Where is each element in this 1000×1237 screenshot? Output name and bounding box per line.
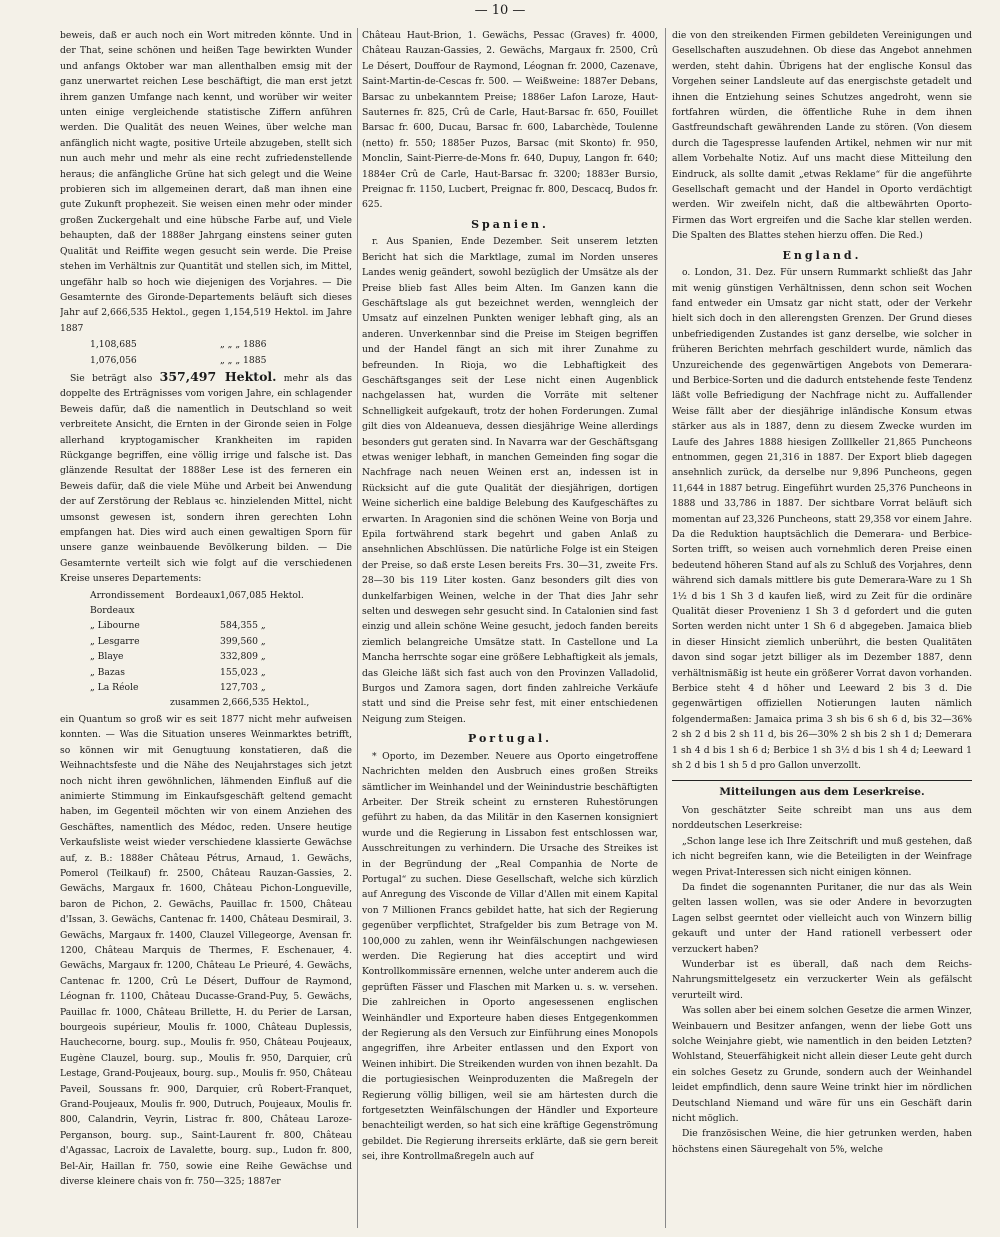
paragraph: „Schon lange lese ich Ihre Zeitschrift und muß gestehen, daß ich nicht begreifen kann, wie die Beteiligten in der Weinfrage wegen Privat-Interessen sich nicht einigen können. [672, 835, 972, 878]
table-row [90, 634, 352, 649]
harvest-value: 1,076,056 [90, 354, 137, 366]
table-row [90, 618, 352, 633]
table-row [90, 337, 352, 352]
paragraph: beweis, daß er auch noch ein Wort mitreden könnte. Und in der That, seine schönen und heißen Tage bewirkten Wunder und anfangs Oktober war man allenthalben emsig mit der ganz unerwartet reichen Lese beschäftigt, die man erst jetzt ihrem ganzen Umfange nach kennt, und worüber wir weiter unten einige vergleichende statistische Ziffern anführen werden. Die Qualität des neuen Weines, über welche man anfänglich nicht wagte, positive Urteile abzugeben, stellt sich nun auch mehr und mehr als eine recht zufriedenstellende heraus; die anfängliche Grüne hat sich gelegt und die Weine probieren sich im allgemeinen derart, daß man ihnen eine gute Zukunft prophezeit. Sie weisen einen mehr oder minder großen Zuckergehalt und eine hübsche Farbe auf, und Viele behaupten, daß der 1888er Jahrgang einstens seiner guten Qualität und Reiffite wegen gesucht sein werde. Die Preise stehen im Verhältnis zur Quantität und stellen sich, im Mittel, ungefähr halb so hoch wie diejenigen des Vorjahres. — Die Gesamternte des Gironde-Departements beläuft sich dieses Jahr auf 2,666,535 Hektol., gegen 1,154,519 Hektol. im Jahre 1887 [60, 30, 352, 334]
highlight-amount: 357,497 Hektol. [159, 368, 277, 384]
section-heading-letters: Mitteilungen aus dem Leserkreise. [719, 785, 925, 798]
arrondissement-name: „ La Réole [90, 682, 139, 694]
arrondissement-name: „ Bazas [90, 666, 125, 678]
ditto-mark: „ „ „ [220, 354, 241, 366]
paragraph: o. London, 31. Dez. Für unsern Rummarkt schließt das Jahr mit wenig günstigen Verhältnissen, denn schon seit Wochen fand entweder ein Umsatz gar nicht statt, oder der Verkehr hielt sich doch in den allerengsten Grenzen. Der Grund dieses unbefriedigenden Zustandes ist ganz derselbe, wie solcher in früheren Berichten mehrfach geschildert wurde, nämlich das Unzureichende des gegenwärtigen Angebots von Demerara- und Berbice-Sorten und die dadurch entstehende feste Tendenz läßt volle Befriedigung der Nachfrage nicht zu. Auffallender Weise fällt aber der diesjährige inländische Konsum etwas stärker aus als in 1887, denn zu diesem Zwecke wurden im Laufe des Jahres 1888 hiesigen Zolllkeller 21,865 Puncheons entnommen, gegen 21,316 in 1887. Der Export blieb dagegen ansehnlich zurück, da derselbe nur 9,896 Puncheons, gegen 11,644 in 1887 betrug. Eingeführt wurden 25,376 Puncheons in 1888 und 33,786 in 1887. Der sichtbare Vorrat beläuft sich momentan auf 23,326 Puncheons, statt 29,358 vor einem Jahre. Da die Reduktion hauptsächlich die Demerara- und Berbice-Sorten trifft, so weisen auch vornehmlich deren Preise einen bedeutend höheren Stand auf als zu Schluß des Vorjahres, denn während sich damals mittlere bis gute Demerara-Ware zu 1 Sh 1½ d bis 1 Sh 3 d kaufen ließ, wird zu Zeit für die ordinäre Qualität dieser Provenienz 1 Sh 3 d gefordert und die guten Sorten werden nicht unter 1 Sh 6 d abgegeben. Jamaica blieb in dieser Hinsicht ziemlich unberührt, die besten Qualitäten davon sind sogar jetzt billiger als im Dezember 1887, denn verhältnismäßig ist heute ein größerer Vorrat davon vorhanden. Berbice steht 4 d höher und Leeward 2 bis 3 d. Die gegenwärtigen offiziellen Notierungen lauten nämlich folgendermaßen: Jamaica prima 3 sh bis 6 sh 6 d, bis 32—36% 2 sh 2 d bis 2 sh 11 d, bis 26—30% 2 sh bis 2 sh 1 d; Demerara 1 sh 4 d bis 1 sh 6 d; Berbice 1 sh 3½ d bis 1 sh 4 d; Leeward 1 sh 2 d bis 1 sh 5 d pro Gallon unverzollt. [672, 267, 972, 772]
paragraph: Château Haut-Brion, 1. Gewächs, Pessac (Graves) fr. 4000, Château Rauzan-Gassies, 2. Gewächs, Margaux fr. 2500, Crû Le Désert, Douffour de Raymond, Léognan fr. 2000, Cazenave, Saint-Martin-de-Cescas fr. 500. — Weißweine: 1887er Debans, Barsac zu unbekanntem Preise; 1886er Lafon Laroze, Haut-Sauternes fr. 825, Crû de Carle, Haut-Barsac fr. 650, Fouillet Barsac fr. 600, Ducau, Barsac fr. 600, Labarchède, Toulenne (netto) fr. 550; 1885er Puzos, Barsac (mit Skonto) fr. 950, Monclin, Saint-Pierre-de-Mons fr. 640, Dupuy, Langon fr. 640; 1884er Crû de Carle, Haut-Barsac fr. 3200; 1883er Bursio, Preignac fr. 1150, Lucbert, Preignac fr. 800, Descacq, Budos fr. 625. [362, 30, 658, 211]
section-heading-england: England. [782, 248, 862, 262]
paragraph: ein Quantum so groß wir es seit 1877 nicht mehr aufweisen konnten. — Was die Situation unseres Weinmarktes betrifft, so können wir mit Genugtuung konstatieren, daß die Weihnachtsfeste und die Nähe des Neujahrstages sich jetzt noch nicht ihren gewöhnlichen, lähmenden Einfluß auf die animierte Stimmung im Einkaufsgeschäft geltend gemacht haben, im Gegenteil möchten wir von einem Anziehen des Geschäftes, namentlich des Médoc, reden. Unsere heutige Verkaufsliste weist wieder verschiedene klassierte Gewächse auf, z. B.: 1888er Château Pétrus, Arnaud, 1. Gewächs, Pomerol (Teilkauf) fr. 2500, Château Rauzan-Gassies, 2. Gewächs, Margaux fr. 1600, Château Pichon-Longueville, baron de Pichon, 2. Gewächs, Pauillac fr. 1500, Château d'Issan, 3. Gewächs, Cantenac fr. 1400, Château Desmirail, 3. Gewächs, Margaux fr. 1400, Clauzel Villegeorge, Avensan fr. 1200, Château Marquis de Thermes, F. Eschenauer, 4. Gewächs, Margaux fr. 1200, Château Le Prieuré, 4. Gewächs, Cantenac fr. 1200, Crû Le Désert, Duffour de Raymond, Léognan fr. 1100, Château Ducasse-Grand-Puy, 5. Gewächs, Pauillac fr. 1000, Château Brillette, H. du Perier de Larsan, bourgeois supérieur, Moulis fr. 1000, Château Duplessis, Hauchecorne, bourg. sup., Moulis fr. 950, Château Poujeaux, Eugène Clauzel, bourg. sup., Moulis fr. 950, Darquier, crû Lestage, Grand-Poujeaux, bourg. sup., Moulis fr. 950, Château Paveil, Soussans fr. 900, Darquier, crû Robert-Franquet, Grand-Poujeaux, Moulis fr. 900, Dutruch, Poujeaux, Moulis fr. 800, Calandrin, Veyrin, Listrac fr. 800, Château Laroze-Perganson, bourg. sup., Saint-Laurent fr. 800, Château d'Agassac, Lacroix de Lavalette, bourg. sup., Ludon fr. 800, Bel-Air, Haillan fr. 750, sowie eine Reihe Gewächse und diverse kleinere chais von fr. 750—325; 1887er [60, 713, 352, 1188]
arrondissement-value: 127,703 „ [220, 682, 266, 694]
arrondissement-table [90, 588, 352, 711]
table-row [90, 649, 352, 664]
section-heading-portugal: Portugal. [467, 732, 552, 746]
ditto-mark: „ „ „ [220, 339, 241, 351]
column-divider [665, 28, 666, 1228]
text: mehr als das doppelte des Erträgnisses vom vorigen Jahre, ein schlagender Beweis dafür, daß die namentlich in Deutschland so weit verbreitete Ansicht, die Ernten in der Gironde seien in Folge allerhand kryptogamischer Krankheiten im rapiden Rückgange begriffen, eine völlig irrige und falsche ist. Das glänzende Resultat der 1888er Lese ist des ferneren ein Beweis dafür, daß die viele Mühe und Arbeit bei Anwendung der auf Zerstörung der Reblaus ꝛc. hinzielenden Mittel, nicht umsonst gewesen ist, sondern ihren gerechten Lohn empfangen hat. Dies wird auch einen gewaltigen Sporn für unsere ganze weinbauende Bevölkerung bilden. — Die Gesamternte verteilt sich wie folgt auf die verschiedenen Kreise unseres Departements: [60, 372, 352, 585]
column-2 [362, 28, 658, 1228]
arrondissement-name: „ Blaye [90, 651, 124, 663]
table-row [90, 353, 352, 368]
harvest-year: 1885 [243, 354, 267, 366]
arrondissement-name: Arrondissement Bordeaux Bordeaux [90, 589, 220, 617]
arrondissement-name: „ Lesgarre [90, 635, 140, 647]
paragraph: r. Aus Spanien, Ende Dezember. Seit unserem letzten Bericht hat sich die Marktlage, zumal im Norden unseres Landes wenig geändert, sowohl bezüglich der Umsätze als der Preise blieb fast Alles beim Alten. Im Ganzen kann die Geschäftslage als gut bezeichnet werden, wenngleich der Umsatz auf einzelnen Punkten weniger lebhaft ging, als an anderen. Unverkennbar sind die Preise im Steigen begriffen und der Handel fängt an sich mit ihrer Zunahme zu befreunden. In Rioja, wo die Lebhaftigkeit des Geschäftsganges seit der Lese nicht einen Augenblick nachgelassen hat, wurden die Vorräte mit seltener Schnelligkeit aufgekauft, trotz der hohen Forderungen. Zumal gilt dies von Aldeanueva, dessen diesjährige Weine allerdings besonders gut geraten sind. In Navarra war der Geschäftsgang etwas weniger lebhaft, in manchen Gemeinden fing sogar die Nachfrage nach neuen Weinen erst an, indessen ist in Rücksicht auf die gute Qualität der diesjährigen, dortigen Weine sicherlich eine baldige Belebung des Kaufgeschäftes zu erwarten. In Aragonien sind die schönen Weine von Borja und Epila fortwährend stark begehrt und gaben Anlaß zu ansehnlichen Abschlüssen. Die natürliche Folge ist ein Steigen der Preise, so daß erste Lesen bereits Frs. 30—31, zweite Frs. 28—30 bis 119 Liter kosten. Ganz besonders gilt dies von dunkelfarbigen Weinen, welche in der That dies Jahr sehr selten und deswegen sehr gesucht sind. In Catalonien sind fast einzig und allein schöne Weine gesucht, jedoch fanden bereits ziemlich belangreiche Umsätze statt. In Castellone und La Mancha herrschte sogar eine größere Lebhaftigkeit als jemals, das Gleiche läßt sich fast auch von den Provinzen Valladolid, Burgos und Zamora sagen, dort finden zahlreiche Verkäufe statt und sind die Preise sehr fest, mit einer entschiedenen Neigung zum Steigen. [362, 236, 658, 725]
paragraph: Von geschätzter Seite schreibt man uns aus dem norddeutschen Leserkreise: [672, 804, 972, 832]
paragraph: Was sollen aber bei einem solchen Gesetze die armen Winzer, Weinbauern und Besitzer anfangen, wenn der liebe Gott uns solche Weinjahre giebt, wie namentlich in den beiden Letzten? Wohlstand, Steuerfähigkeit nicht allein dieser Leute geht durch ein solches Gesetz zu Grunde, sondern auch der Weinhandel leidet empfindlich, denn saure Weine trinkt hier im nördlichen Deutschland Niemand und wäre für uns ein Geschäft darin nicht möglich. [672, 1005, 972, 1125]
table-row [90, 665, 352, 680]
column-divider [357, 28, 358, 1228]
paragraph: * Oporto, im Dezember. Neuere aus Oporto eingetroffene Nachrichten melden den Ausbruch eines großen Streiks sämtlicher im Weinhandel und der Weinindustrie beschäftigten Arbeiter. Der Streik scheint zu ernsteren Ruhestörungen geführt zu haben, da das Militär in den Kasernen konsigniert wurde und die Regierung in Lissabon fest entschlossen war, Ausschreitungen zu verhindern. Die Ursache des Streikes ist in der Begründung der „Real Companhia de Norte de Portugal“ zu suchen. Diese Gesellschaft, welche sich kürzlich auf Anregung des Visconde de Villar d'Allen mit einem Kapital von 7 Millionen Francs gebildet hatte, hat sich der Regierung gegenüber verpflichtet, Strafgelder bis zum Betrage von M. 100,000 zu zahlen, wenn ihr Weinfälschungen nachgewiesen werden. Die Regierung hat dies acceptirt und wird Kontrollkommissäre ernennen, welche unter anderem auch die geprüften Fässer und Flaschen mit Marken u. s. w. versehen. Die zahlreichen in Oporto angesessenen englischen Weinhändler und Exporteure haben dieses Entgegenkommen der Regierung als den Versuch zur Einführung eines Monopols angegriffen, ihre Arbeiter entlassen und den Export von Weinen inhibirt. Die Streikenden wurden von ihnen bezahlt. Da die portugiesischen Weinproduzenten die Maßregeln der Regierung völlig billigen, weil sie am härtesten durch die fortgesetzten Weinfälschungen der Händler und Exporteure benachteiligt werden, so hat sich eine kräftige Gegenströmung gebildet. Die Regierung ihrerseits erklärte, daß sie gern bereit sei, ihre Kontrollmaßregeln auch auf [362, 750, 658, 1163]
arrondissement-value: 399,560 „ [220, 635, 266, 647]
harvest-total: zusammen 2,666,535 Hektol., [170, 697, 310, 709]
harvest-year: 1886 [243, 339, 267, 351]
section-rule [672, 780, 972, 781]
paragraph: Da findet die sogenannten Puritaner, die nur das als Wein gelten lassen wollen, was sie oder Andere in bevorzugten Lagen selbst geerntet oder vielleicht auch von Winzern billig gekauft und unter der Hand rationell verbessert oder verzuckert haben? [672, 881, 972, 955]
paragraph: die von den streikenden Firmen gebildeten Vereinigungen und Gesellschaften auszudehnen. Ob diese das Angebot annehmen werden, steht dahin. Übrigens hat der englische Konsul das Vorgehen seiner Landsleute auf das energischste getadelt und ihnen die Entziehung seines Schutzes angedroht, wenn sie fortfahren würden, die öffentliche Ruhe in dem ihnen Gastfreundschaft gewährenden Lande zu stören. (Von diesem durch die Tagespresse laufenden Artikel, nehmen wir nur mit allem Vorbehalte Notiz. Auf uns macht diese Mitteilung den Eindruck, als sollte damit „etwas Reklame“ für die angeführte Gesellschaft gemacht und der Handel in Oporto verdächtigt werden. Wir zweifeln nicht, daß die altbewährten Oporto-Firmen das Wort ergreifen und die Sache klar stellen werden. Die Spalten des Blattes stehen hierzu offen. Die Red.) [672, 30, 972, 242]
arrondissement-name: „ Libourne [90, 620, 140, 632]
table-row [90, 588, 352, 619]
arrondissement-value: 332,809 „ [220, 651, 266, 663]
page-number: — 10 — [474, 3, 526, 18]
text: Sie beträgt also [70, 372, 153, 384]
harvest-years-table [90, 337, 352, 368]
harvest-value: 1,108,685 [90, 339, 137, 351]
column-1 [60, 28, 352, 1228]
arrondissement-value: 1,067,085 Hektol. [220, 589, 304, 601]
paragraph: Die französischen Weine, die hier getrunken werden, haben höchstens einen Säuregehalt von 5%, welche [672, 1128, 972, 1155]
arrondissement-value: 584,355 „ [220, 620, 266, 632]
section-heading-spain: Spanien. [471, 217, 549, 231]
paragraph [60, 369, 352, 587]
table-row [90, 680, 352, 695]
arrondissement-value: 155,023 „ [220, 666, 266, 678]
column-3 [672, 28, 972, 1228]
paragraph: Wunderbar ist es überall, daß nach dem Reichs-Nahrungsmittelgesetz ein verzuckerter Wein als gefälscht verurteilt wird. [672, 958, 972, 1001]
